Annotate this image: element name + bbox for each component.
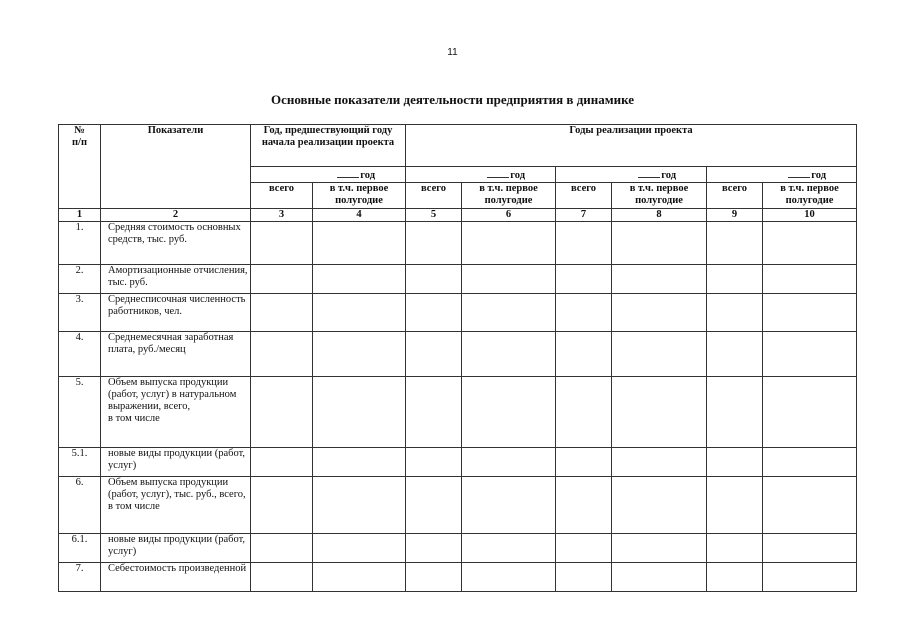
header-half: в т.ч. первое полугодие [763,183,857,209]
value-cell[interactable] [313,563,406,592]
table-row [59,377,857,448]
value-cell[interactable] [612,477,707,534]
value-cell[interactable] [313,377,406,448]
table-row [59,222,857,265]
value-cell[interactable] [251,332,313,377]
value-cell[interactable] [406,448,462,477]
value-cell[interactable] [313,448,406,477]
value-cell[interactable] [313,265,406,294]
column-number: 6 [462,209,556,222]
value-cell[interactable] [763,294,857,332]
column-number: 7 [556,209,612,222]
header-project-years: Годы реализации проекта [406,125,857,167]
header-half: в т.ч. первое полугодие [612,183,707,209]
year-blank-line [337,167,359,178]
value-cell[interactable] [763,534,857,563]
row-number: 5.1. [59,448,101,477]
column-number: 3 [251,209,313,222]
value-cell[interactable] [556,294,612,332]
header-total: всего [251,183,313,209]
document-title: Основные показатели деятельности предприятия в динамике [270,92,635,107]
value-cell[interactable] [251,477,313,534]
value-cell[interactable] [251,377,313,448]
value-cell[interactable] [612,294,707,332]
value-cell[interactable] [707,563,763,592]
value-cell[interactable] [313,294,406,332]
value-cell[interactable] [612,563,707,592]
value-cell[interactable] [462,294,556,332]
column-number: 2 [101,209,251,222]
table-body [59,222,857,592]
indicator-name: новые виды продукции (работ, услуг) [101,534,251,563]
table-row [59,265,857,294]
table-row [59,534,857,563]
value-cell[interactable] [707,477,763,534]
value-cell[interactable] [462,377,556,448]
value-cell[interactable] [462,448,556,477]
page-number: 11 [447,47,458,58]
indicator-name: Объем выпуска продукции (работ, услуг), тыс. руб., всего, в том числе [101,477,251,534]
header-half: в т.ч. первое полугодие [462,183,556,209]
year-word: год [360,170,376,181]
table-row [59,294,857,332]
row-number: 4. [59,332,101,377]
row-number: 6. [59,477,101,534]
value-cell[interactable] [763,563,857,592]
value-cell[interactable] [707,377,763,448]
value-cell[interactable] [763,477,857,534]
value-cell[interactable] [462,265,556,294]
column-number: 4 [313,209,406,222]
indicator-name: Себестоимость произведенной [101,563,251,592]
value-cell[interactable] [612,377,707,448]
value-cell[interactable] [406,332,462,377]
row-number: 2. [59,265,101,294]
value-cell[interactable] [462,222,556,265]
column-number: 8 [612,209,707,222]
value-cell[interactable] [251,265,313,294]
year-word: год [661,170,677,181]
value-cell[interactable] [556,534,612,563]
value-cell[interactable] [406,265,462,294]
value-cell[interactable] [763,332,857,377]
value-cell[interactable] [707,448,763,477]
value-cell[interactable] [251,222,313,265]
value-cell[interactable] [556,477,612,534]
value-cell[interactable] [763,222,857,265]
year-blank-line [487,167,509,178]
column-number: 9 [707,209,763,222]
row-number: 1. [59,222,101,265]
column-number: 10 [763,209,857,222]
indicator-name: Среднемесячная заработная плата, руб./месяц [101,332,251,377]
value-cell[interactable] [707,534,763,563]
column-number: 1 [59,209,101,222]
header-total: всего [556,183,612,209]
header-num: № п/п [59,125,101,209]
value-cell[interactable] [313,477,406,534]
value-cell[interactable] [707,294,763,332]
value-cell[interactable] [462,563,556,592]
value-cell[interactable] [612,534,707,563]
year-word: год [811,170,827,181]
year-field-3 [707,167,857,183]
column-number: 5 [406,209,462,222]
year-blank-line [638,167,660,178]
value-cell[interactable] [612,448,707,477]
table-row [59,448,857,477]
value-cell[interactable] [707,265,763,294]
header-indicators: Показатели [101,125,251,209]
value-cell[interactable] [406,377,462,448]
value-cell[interactable] [251,294,313,332]
value-cell[interactable] [612,222,707,265]
header-total: всего [707,183,763,209]
value-cell[interactable] [251,563,313,592]
value-cell[interactable] [612,265,707,294]
value-cell[interactable] [313,222,406,265]
value-cell[interactable] [556,377,612,448]
value-cell[interactable] [763,448,857,477]
table-row [59,477,857,534]
value-cell[interactable] [406,294,462,332]
year-word: год [510,170,526,181]
year-field-prev [251,167,406,183]
value-cell[interactable] [763,377,857,448]
table-row [59,332,857,377]
row-number: 5. [59,377,101,448]
value-cell[interactable] [462,477,556,534]
indicators-table [58,124,857,592]
indicator-name: Амортизационные отчисления, тыс. руб. [101,265,251,294]
value-cell[interactable] [556,563,612,592]
value-cell[interactable] [556,265,612,294]
value-cell[interactable] [462,332,556,377]
value-cell[interactable] [707,222,763,265]
value-cell[interactable] [251,448,313,477]
row-number: 3. [59,294,101,332]
value-cell[interactable] [707,332,763,377]
header-prev-year: Год, предшествующий году начала реализации проекта [251,125,406,167]
row-number: 6.1. [59,534,101,563]
value-cell[interactable] [556,222,612,265]
value-cell[interactable] [462,534,556,563]
value-cell[interactable] [406,222,462,265]
year-blank-line [788,167,810,178]
header-total: всего [406,183,462,209]
row-number: 7. [59,563,101,592]
indicator-name: Объем выпуска продукции (работ, услуг) в натуральном выражении, всего, в том числе [101,377,251,448]
table-row [59,563,857,592]
value-cell[interactable] [251,534,313,563]
year-field-2 [556,167,707,183]
value-cell[interactable] [556,332,612,377]
value-cell[interactable] [556,448,612,477]
value-cell[interactable] [406,477,462,534]
value-cell[interactable] [406,534,462,563]
indicator-name: новые виды продукции (работ, услуг) [101,448,251,477]
indicator-name: Средняя стоимость основных средств, тыс. руб. [101,222,251,265]
indicator-name: Среднесписочная численность работников, чел. [101,294,251,332]
value-cell[interactable] [406,563,462,592]
value-cell[interactable] [313,332,406,377]
value-cell[interactable] [612,332,707,377]
value-cell[interactable] [313,534,406,563]
year-field-1 [406,167,556,183]
value-cell[interactable] [763,265,857,294]
header-half: в т.ч. первое полугодие [313,183,406,209]
